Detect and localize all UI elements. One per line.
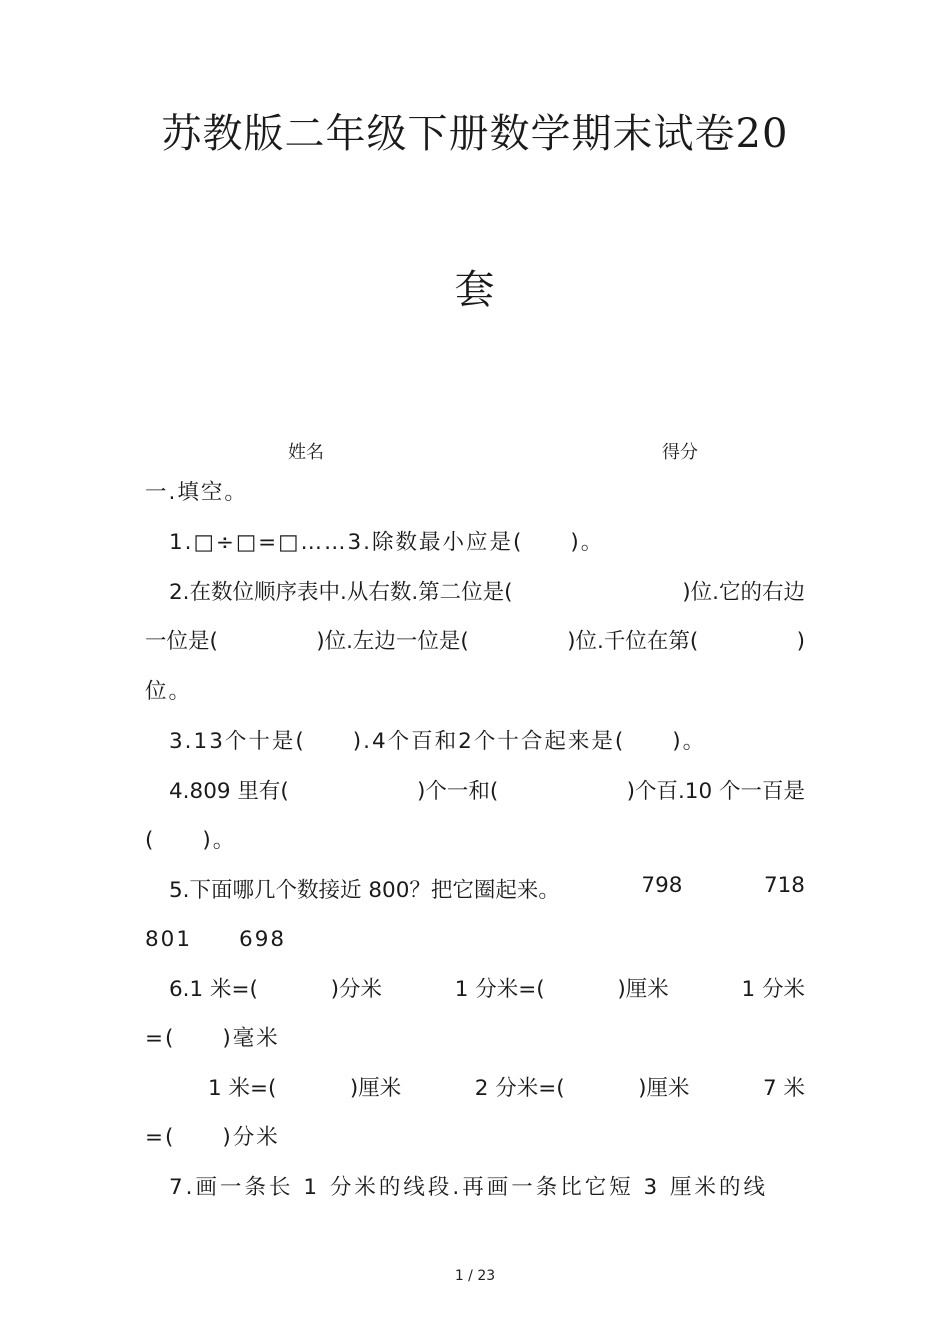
text-segment: 7 米 [762, 1076, 805, 1101]
question-line: 7.画一条长 1 分米的线段.再画一条比它短 3 厘米的线 [169, 1175, 769, 1200]
question-line [169, 873, 805, 904]
text-segment: 798 [641, 873, 683, 898]
text-segment: 1 米=( [208, 1076, 277, 1101]
question-line [169, 575, 805, 606]
text-segment: )厘米 [617, 977, 669, 1002]
document-title-line-2: 套 [454, 267, 496, 313]
text-segment: )厘米 [349, 1076, 402, 1101]
question-line: =( )分米 [145, 1125, 280, 1150]
document-title-line-1: 苏教版二年级下册数学期末试卷20 [161, 111, 789, 157]
text-segment: )个百.10 个一百是 [583, 779, 805, 804]
text-segment: 一位是( [145, 629, 218, 654]
text-segment: ) [753, 629, 805, 654]
section-heading: 一.填空。 [145, 480, 248, 505]
question-line: =( )毫米 [145, 1026, 280, 1051]
text-segment: )个一和( [374, 779, 499, 804]
text-segment: )厘米 [638, 1076, 690, 1101]
text-segment: 5.下面哪几个数接近 800？把它圈起来。 [169, 878, 560, 903]
name-label: 姓名 [288, 442, 324, 463]
question-line: 位。 [145, 679, 193, 704]
question-line: 801 698 [145, 927, 287, 952]
text-segment: )分米 [330, 977, 383, 1002]
text-segment: 1 分米 [741, 977, 805, 1002]
question-line: 3.13个十是( ).4个百和2个十合起来是( )。 [169, 729, 707, 754]
question-line [169, 774, 805, 805]
question-line: ( )。 [145, 828, 237, 853]
text-segment: )位.左边一位是( [273, 629, 469, 654]
question-line: 1.□÷□=□……3.除数最小应是( )。 [169, 530, 605, 555]
question-line [208, 1071, 805, 1102]
text-segment: 2 分米=( [474, 1076, 565, 1101]
text-segment: 1 分米=( [454, 977, 545, 1002]
score-label: 得分 [662, 442, 698, 463]
text-segment: 4.809 里有( [169, 779, 289, 804]
text-segment: 6.1 米=( [169, 977, 258, 1002]
text-segment: )位.千位在第( [524, 629, 699, 654]
question-line [169, 972, 805, 1003]
text-segment: )位.它的右边 [660, 580, 805, 605]
page-number: 1 / 23 [454, 1268, 496, 1284]
text-segment: 718 [763, 873, 805, 898]
text-segment: 2.在数位顺序表中.从右数.第二位是( [169, 580, 513, 605]
question-line [145, 624, 805, 655]
